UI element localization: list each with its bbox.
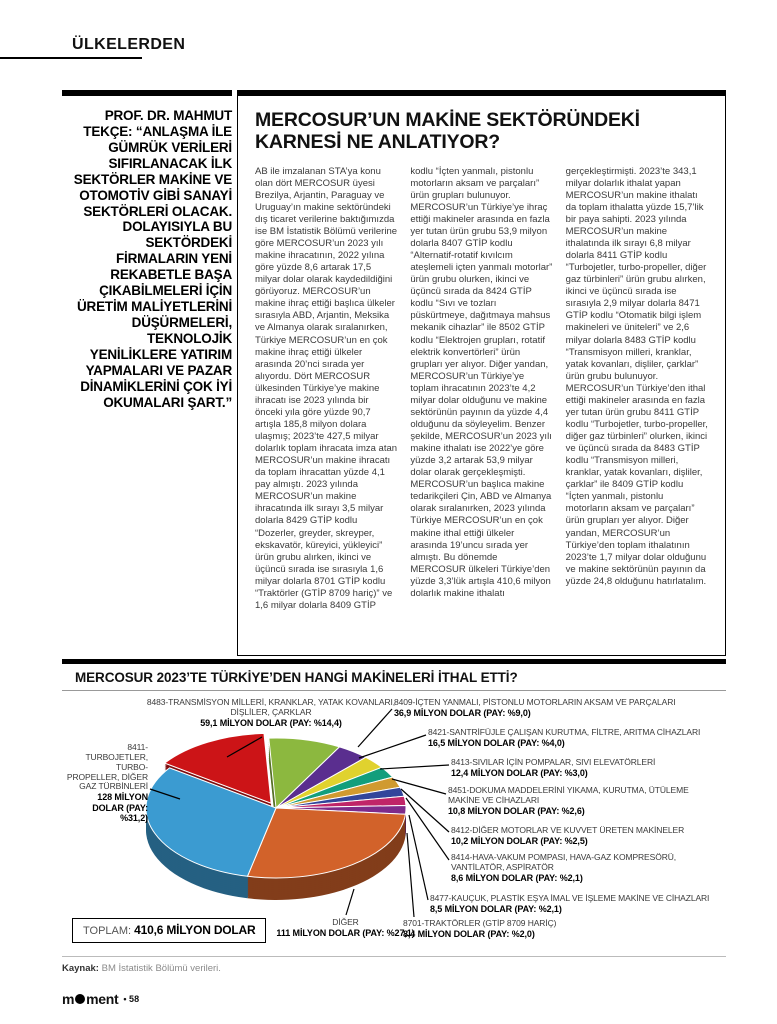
article-columns [255,166,708,612]
article-box [237,90,726,656]
callout-label: 8412-DİĞER MOTORLAR VE KUVVET ÜRETEN MAKİNELER [451,825,685,835]
article-column-2: kodlu “İçten yanmalı, pistonlu motorların aksam ve parçaları” ürün grupları bulunuyor. MERCOSUR’un Türkiye’ye ihraç ettiği makineler arasında en fazla yer tutan ürün grubu 53,9 milyon dolarla 8407 GTİP kodlu “Alternatif-rotatif kıvılcım ateşlemeli içten yanmalı motorlar” ürün grubu olurken, ikinci ve üçüncü sırada da 8424 GTİP kodlu “Sıvı ve tozları püskürtmeye, dağıtmaya mahsus mekanik cihazlar” ile 8502 GTİP kodlu “Elektrojen grupları, rotatif elektrik konvertörleri” ürün grupları yer alıyor. Diğer yandan, MERCOSUR’un Türkiye’ye toplam ihracatının 2023’te 4,2 milyar dolar olduğunu ve makine sektörünün payının da yüzde 4,4 olduğunu da söyleyelim. Benzer şekilde, MERCOSUR’un 2023 yılı makine ithalatı ise 2022’ye göre yüzde 3,2 artarak 53,9 milyar dolar olarak gerçekleşmişti. MERCOSUR’un başlıca makine tedarikçileri Çin, ABD ve Almanya olarak sıralanırken, 2023 yılında Türkiye MERCOSUR’un en çok makine ithal ettiği ülkeler arasında 19’uncu sırada yer almıştı. Bu dönemde MERCOSUR ülkeleri Türkiye’den yüzde 3,3’lük artışla 410,6 milyon dolarlık makine ithalatı [410,165,553,599]
callout-label: 8421-SANTRİFÜJLE ÇALIŞAN KURUTMA, FİLTRE, ARITMA CİHAZLARI [428,727,701,737]
article-title: MERCOSUR’UN MAKİNE SEKTÖRÜNDEKİ KARNESİ NE ANLATIYOR? [255,109,640,153]
article-column-1: AB ile imzalanan STA’ya konu olan dört MERCOSUR üyesi Brezilya, Arjantin, Paraguay ve Uruguay’ın makine sektöründeki dış ticaret verilerine baktığımızda ise BM İstatistik Bölümü verilerine göre MERCOSUR’un 2023 yılı makine ihracatının, 2022 yılına göre yüzde 8,6 artarak 17,5 milyar dolar olarak kaydedildiğini görüyoruz. MERCOSUR’un makine ihraç ettiği başlıca ülkeler sırasıyla ABD, Arjantin, Meksika ve Almanya olarak sıralanırken, Türkiye MERCOSUR’un en çok makine ihraç ettiği ülkeler arasında 20’nci sırada yer alıyordu. Dört MERCOSUR ülkesinden Türkiye’ye makine ihracatı ise 2023 yılında bir önceki yıla göre yüzde 90,7 artışla 185,8 milyon dolara ulaşmış; 2023’te 427,5 milyar dolarlık toplam ihracata imza atan MERCOSUR’un makine ihracatı da toplam ihracattan yüzde 4,1 pay almıştı. 2023 yılında MERCOSUR’un makine ihracatında ilk sırayı 3,5 milyar dolarla 8429 GTİP kodlu “Dozerler, greyder, skreyper, ekskavatör, küreyici, yükleyici” ürün grubu alırken, ikinci ve üçüncü sırada ise sırasıyla 1,6 milyar dolarla 8701 GTİP kodlu “Traktörler (GTİP 8709 hariç)” ve 1,6 milyar dolarla 8409 GTİP [255,165,398,611]
page-number: • 58 [123,994,140,1004]
callout-label: 8483-TRANSMİSYON MİLLERİ, KRANKLAR, YATAK KOVANLARI, DİŞLİLER, ÇARKLAR [146,697,396,717]
page-footer [62,991,139,1007]
callout-value: 10,8 MİLYON DOLAR (PAY: %2,6) [448,805,585,816]
chart-top-rule [62,659,726,664]
callout-value: 59,1 MİLYON DOLAR (PAY: %14,4) [200,717,342,728]
kicker-rule [0,57,142,59]
pie-callout-8421 [428,728,723,748]
callout-value: 36,9 MİLYON DOLAR (PAY: %9,0) [394,707,531,718]
pullquote-box [62,90,232,411]
total-label: TOPLAM: [83,925,132,937]
pie-callout-8483 [142,698,400,728]
callout-label: 8451-DOKUMA MADDELERİNİ YIKAMA, KURUTMA, ÜTÜLEME MAKİNE VE CİHAZLARI [448,785,689,805]
callout-value: 111 MİLYON DOLAR (PAY: %27,1) [276,927,415,938]
source-label: Kaynak: [62,963,99,974]
source-rule [62,956,726,957]
callout-label: 8477-KAUÇUK, PLASTİK EŞYA İMAL VE İŞLEME MAKİNE VE CİHAZLARI [430,893,710,903]
pie-callout-8414 [451,853,719,883]
pie-callout-8701 [403,919,693,939]
callout-value: 12,4 MİLYON DOLAR (PAY: %3,0) [451,767,588,778]
pie-callout-8451 [448,786,720,816]
brand-right: ment [86,991,119,1007]
total-value: 410,6 MİLYON DOLAR [134,923,256,937]
article-column-3: gerçekleştirmişti. 2023’te 343,1 milyar dolarlık ithalat yapan MERCOSUR’un makine ithalatı da toplam ithalatta yüzde 15,7’lik bir paya sahipti. 2023 yılında MERCOSUR’un makine ithalatında ilk sırayı 6,8 milyar dolarla 8411 GTİP kodlu “Turbojetler, turbo-propeller, diğer gaz türbinleri” ürün grubu alırken, ikinci ve üçüncü sırada ise sırasıyla 2,9 milyar dolarla 8471 GTİP kodlu “Otomatik bilgi işlem makineleri ve üniteleri” ve 2,6 milyar dolarla 8483 GTİP kodlu “Transmisyon milleri, kranklar, yatak kovanları, dişliler, çarklar” ürün grubu bulunuyor. MERCOSUR’un Türkiye’den ithal ettiği makineler arasında en fazla yer tutan ürün grubu 8411 GTİP kodlu “Turbojetler, turbo-propeller, diğer gaz türbinleri” olurken, ikinci ve üçüncü sırada da 8483 GTİP kodlu “Transmisyon milleri, kranklar, yatak kovanları, dişliler, çarklar” ile 8409 GTİP kodlu “İçten yanmalı, pistonlu motorların aksam ve parçaları” ürün grupları yer alıyor. Diğer yandan, MERCOSUR’un Türkiye’den toplam ithalatının 2023’te 1,7 milyar dolar olduğunu ve makine sektörünün payının da yüzde 24,8 olduğunu hatırlatalım. [565,165,708,587]
gear-icon [75,994,85,1004]
pie-callout-8409 [394,698,719,718]
section-kicker: ÜLKELERDEN [72,36,186,53]
callout-label: 8414-HAVA-VAKUM POMPASI, HAVA-GAZ KOMPRESÖRÜ, VANTİLATÖR, ASPİRATÖR [451,852,677,872]
pie-callout-8412 [451,826,719,846]
callout-value: 10,2 MİLYON DOLAR (PAY: %2,5) [451,835,588,846]
source-text: BM İstatistik Bölümü verileri. [101,963,221,974]
callout-value: 128 MİLYON DOLAR (PAY: %31,2) [92,792,148,824]
pie-callout-8411 [66,743,148,824]
callout-label: 8701-TRAKTÖRLER (GTİP 8709 HARİÇ) [403,918,557,928]
callout-label: 8409-İÇTEN YANMALI, PİSTONLU MOTORLARIN AKSAM VE PARÇALARI [394,697,676,707]
callout-label: 8411-TURBOJETLER, TURBO-PROPELLER, DİĞER GAZ TÜRBİNLERİ [66,742,148,792]
pie-chart [62,695,726,953]
pie-callout-diger [258,918,433,938]
callout-value: 8,5 MİLYON DOLAR (PAY: %2,1) [430,903,562,914]
callout-label: 8413-SIVILAR İÇİN POMPALAR, SIVI ELEVATÖRLERİ [451,757,656,767]
callout-value: 8,4 MİLYON DOLAR (PAY: %2,0) [403,928,535,939]
callout-label: DİĞER [332,917,359,927]
pie-callout-8477 [430,894,720,914]
pie-callout-8413 [451,758,716,778]
pullquote-text: PROF. DR. MAHMUT TEKÇE: “ANLAŞMA İLE GÜMRÜK VERİLERİ SIFIRLANACAK İLK SEKTÖRLER MAKİNE VE OTOMOTİV GİBİ SANAYİ SEKTÖRLERİ OLACAK. DOLAYISIYLA BU SEKTÖRDEKİ FİRMALARIN YENİ REKABETLE BAŞA ÇIKABİLMELERİ İÇİN ÜRETİM MALİYETLERİNİ DÜŞÜRMELERİ, TEKNOLOJİK YENİLİKLERE YATIRIM YAPMALARI VE PAZAR DİNAMİKLERİNİ ÇOK İYİ OKUMALARI ŞART.” [73,108,232,410]
source-note [62,963,221,974]
chart-title: MERCOSUR 2023’TE TÜRKİYE’DEN HANGİ MAKİNELERİ İTHAL ETTİ? [75,670,518,685]
callout-value: 8,6 MİLYON DOLAR (PAY: %2,1) [451,872,583,883]
total-box [72,918,266,943]
chart-title-rule [62,690,726,691]
callout-value: 16,5 MİLYON DOLAR (PAY: %4,0) [428,737,565,748]
brand-left: m [62,991,75,1007]
